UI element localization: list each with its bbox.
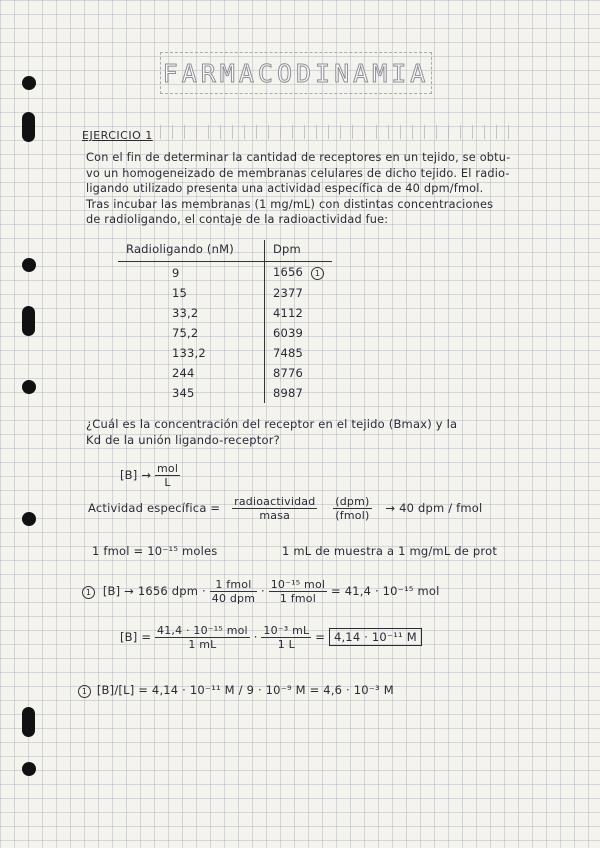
cell-concentration: 33,2 [172,306,199,320]
fraction-denominator: (fmol) [335,509,370,522]
problem-statement [86,150,556,228]
step-result: = 41,4 · 10⁻¹⁵ mol [331,584,440,598]
statement-line: Tras incubar las membranas (1 mg/mL) con distintas concentraciones [86,197,494,211]
fraction-denominator: masa [259,509,291,522]
binder-hole [22,762,36,776]
step-lhs: [B] → 1656 dpm · [102,584,206,598]
units-fraction [155,462,180,489]
sample-note: 1 mL de muestra a 1 mg/mL de prot [282,544,498,558]
statement-line: de radioligando, el contaje de la radioactividad fue: [86,213,389,226]
fmol-equivalence: 1 fmol = 10⁻¹⁵ moles [92,544,218,558]
fraction-numerator: mol [157,462,179,475]
table-row [118,283,332,303]
formula-result: → 40 dpm / fmol [385,501,483,515]
circled-mark: 1 [78,685,91,698]
question [86,416,457,448]
table-row [118,303,332,323]
binder-hole [22,512,36,526]
question-line: ¿Cuál es la concentración del receptor en el tejido (Bmax) y la [86,417,458,431]
cell-dpm: 2377 [265,283,333,303]
cell-concentration: 345 [172,386,195,400]
step-text: [B]/[L] = 4,14 · 10⁻¹¹ M / 9 · 10⁻⁹ M = 4,6 · 10⁻³ M [96,683,394,697]
cell-dpm-value: 1656 [273,265,304,279]
units-fraction [333,495,371,522]
table-header-row [118,240,332,262]
binder-hole [22,112,35,142]
cell-dpm: 8987 [265,383,333,403]
statement-line: ligando utilizado presenta una actividad específica de 40 dpm/fmol. [86,182,484,195]
exercise-label: EJERCICIO 1 [82,129,153,142]
specific-activity-formula [88,495,482,522]
fraction-denominator: L [164,476,171,489]
conversion-fraction [155,624,250,651]
units-lhs: [B] → [120,468,152,482]
question-line: Kd de la unión ligando-receptor? [86,433,280,447]
step-1: 1 [B] → 1656 dpm · $\frac{\text{1 fmol}}{\text{40 dpm}}$ · $\frac{\text{10⁻¹⁵ mol}}{\text{1 fmol}}$ = 41,4 · 10⁻¹⁵ mol [82,578,439,605]
binder-hole [22,380,36,394]
cell-concentration: 133,2 [172,346,206,360]
step-lhs: [B] = [120,630,152,644]
cell-dpm: 6039 [265,323,333,343]
fraction-numerator: 10⁻³ mL [263,624,310,637]
binder-hole [22,707,35,737]
table-row [118,383,332,403]
formula-fraction [232,495,317,522]
binder-hole [22,258,36,272]
fraction-numerator: radioactividad [234,495,316,508]
cell-dpm: 7485 [265,343,333,363]
exercise-underline-decoration [160,125,520,139]
circled-mark: 1 [311,267,324,280]
circled-mark: 1 [82,586,95,599]
column-header-radioligando: Radioligando (nM) [118,240,265,262]
statement-line: vo un homogeneizado de membranas celulares de dicho tejido. El radio- [86,166,510,180]
formula-lhs: Actividad específica = [88,501,221,515]
fraction-denominator: 1 L [277,638,295,651]
cell-concentration: 244 [172,366,195,380]
fraction-denominator: 1 mL [188,638,217,651]
fraction-numerator: (dpm) [335,495,370,508]
fraction-numerator: 1 fmol [210,578,257,592]
statement-line: Con el fin de determinar la cantidad de receptores en un tejido, se obtu- [86,151,511,164]
fraction-numerator: 10⁻¹⁵ mol [270,578,326,591]
concentration-units [120,462,180,489]
column-header-dpm: Dpm [265,240,333,262]
fraction-denominator: 40 dpm [211,592,256,605]
table-row [118,262,332,284]
step-2: [B] = $\frac{\text{41,4 · 10⁻¹⁵ mol}}{1 mL}$ · $\frac{\text{10⁻³ mL}}{1 L}$ = 4,14 · 10⁻¹¹ M [120,624,422,651]
page-title: FARMACODINAMIA [160,52,432,94]
table-row [118,323,332,343]
cell-dpm [265,262,333,284]
cell-concentration: 75,2 [172,326,199,340]
cell-concentration: 9 [172,265,180,280]
table-row [118,363,332,383]
fraction-denominator: 1 fmol [279,592,316,605]
fraction-numerator: 41,4 · 10⁻¹⁵ mol [157,624,248,637]
boxed-result: 4,14 · 10⁻¹¹ M [329,628,422,646]
cell-dpm: 8776 [265,363,333,383]
conversion-fraction [261,624,311,651]
data-table [118,240,332,403]
conversion-fraction [210,578,257,605]
cell-dpm: 4112 [265,303,333,323]
step-3 [78,683,394,698]
table-row [118,343,332,363]
conversion-fraction [269,578,327,605]
binder-hole [22,306,35,336]
binder-hole [22,76,36,90]
cell-concentration: 15 [172,286,188,300]
